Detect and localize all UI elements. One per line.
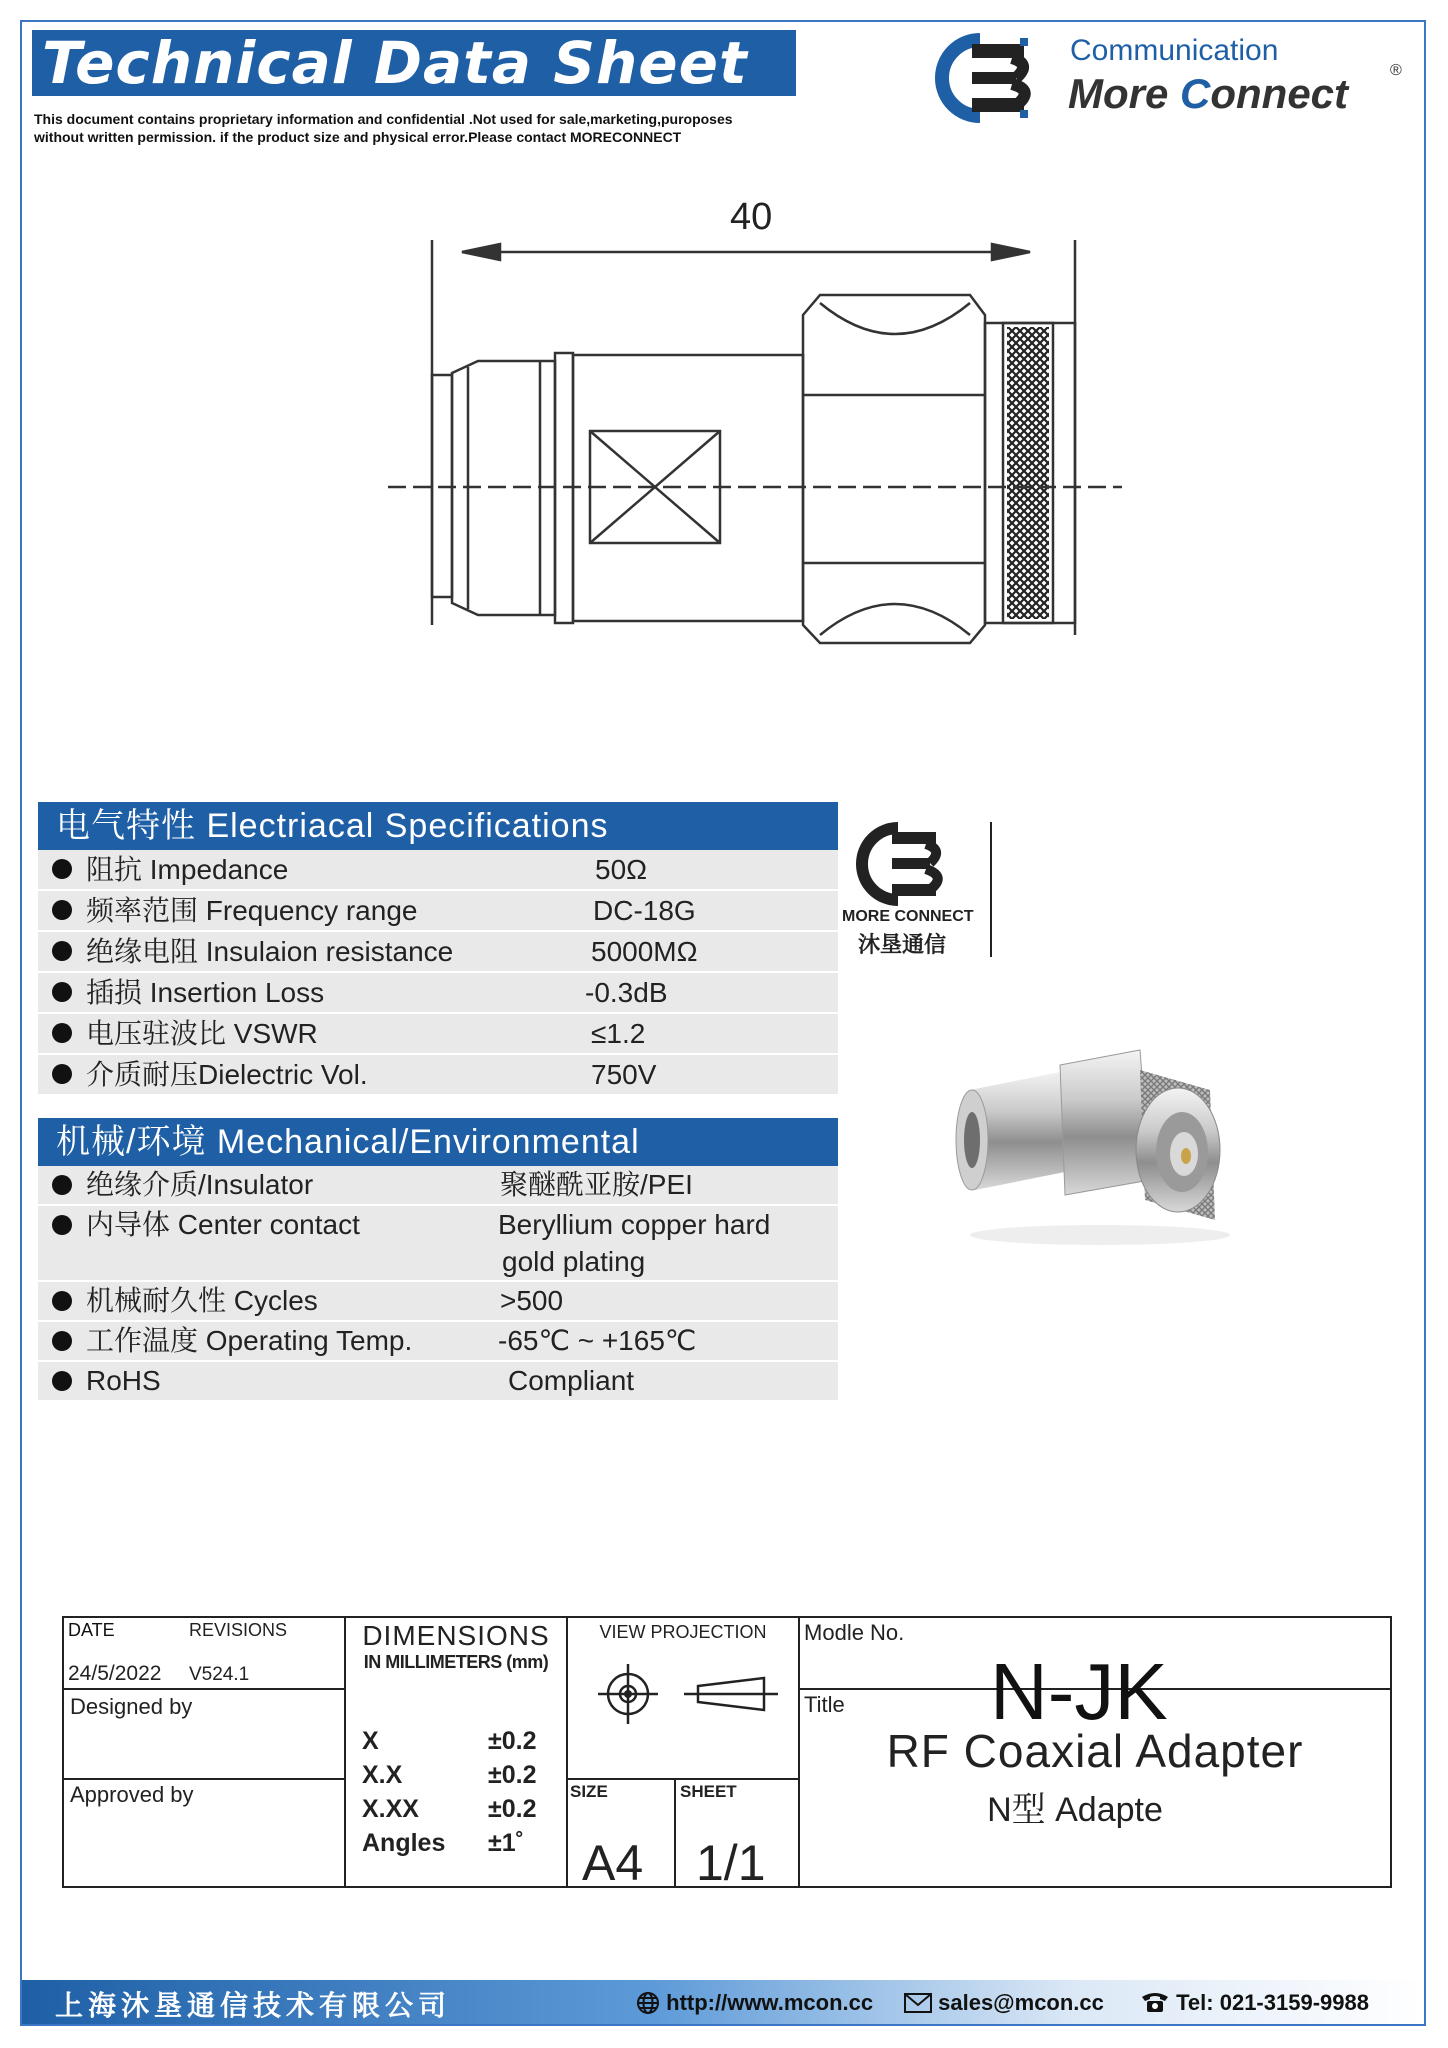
spec-name: 介质耐压Dielectric Vol. xyxy=(86,1059,368,1090)
phone-icon xyxy=(1140,1991,1170,2013)
size-cell xyxy=(567,1779,675,1891)
spec-name: 插损 Insertion Loss xyxy=(86,977,325,1008)
spec-name: 工作温度 Operating Temp. xyxy=(86,1325,413,1356)
revisions-label: REVISIONS xyxy=(189,1620,288,1640)
sheet-cell xyxy=(675,1779,799,1891)
spec-row xyxy=(38,1014,838,1055)
mail-icon xyxy=(904,1992,932,2014)
view-projection-label: VIEW PROJECTION xyxy=(599,1622,767,1642)
approved-by-label: Approved by xyxy=(70,1782,194,1807)
spec-row xyxy=(38,891,838,932)
electrical-specs xyxy=(38,802,838,1096)
spec-row xyxy=(38,1322,838,1362)
bullet-icon xyxy=(38,1055,86,1084)
spec-value: 50Ω xyxy=(595,854,648,885)
phone-text: Tel: 021-3159-9988 xyxy=(1176,1990,1369,2015)
disclaimer-line-1: This document contains proprietary information and confidential .Not used for sale,marketing,puroposes xyxy=(34,111,733,127)
mechanical-specs xyxy=(38,1118,838,1402)
model-number: N-JK xyxy=(990,1647,1168,1736)
spec-row xyxy=(38,932,838,973)
size-value: A4 xyxy=(582,1835,644,1891)
spec-name: RoHS xyxy=(86,1365,161,1396)
logo-communication: Communication xyxy=(1070,34,1279,67)
date-value: 24/5/2022 xyxy=(68,1662,162,1685)
bullet-icon xyxy=(38,1362,86,1391)
sheet-label: SHEET xyxy=(680,1782,737,1801)
spec-value: DC-18G xyxy=(593,895,696,926)
projection-symbol-icon xyxy=(588,1662,788,1726)
product-subtitle: N型 Adapte xyxy=(987,1791,1163,1829)
size-label: SIZE xyxy=(570,1782,608,1801)
designed-by-label: Designed by xyxy=(70,1694,193,1719)
spec-value: -65℃ ~ +165℃ xyxy=(498,1325,697,1356)
spec-name: 电压驻波比 VSWR xyxy=(86,1018,318,1049)
spec-row xyxy=(38,850,838,891)
dimensions-label: DIMENSIONS xyxy=(362,1620,550,1651)
tolerance-key: X.X xyxy=(362,1761,403,1789)
document-title: Technical Data Sheet xyxy=(32,30,796,96)
website-text[interactable]: http://www.mcon.cc xyxy=(666,1990,874,2015)
designed-by-cell xyxy=(63,1689,345,1779)
mechanical-heading: 机械/环境 Mechanical/Environmental xyxy=(38,1118,838,1166)
bullet-icon xyxy=(38,891,86,920)
date-label: DATE xyxy=(68,1620,115,1640)
disclaimer xyxy=(34,110,814,146)
spec-name: 频率范围 Frequency range xyxy=(86,895,418,926)
spec-row xyxy=(38,1206,838,1282)
tolerance-value: ±0.2 xyxy=(488,1727,537,1755)
email-text[interactable]: sales@mcon.cc xyxy=(938,1990,1104,2015)
dimensions-cell xyxy=(345,1617,567,1887)
footer-phone xyxy=(1140,1990,1369,2016)
logo-more-connect xyxy=(1068,70,1348,118)
spec-value: 750V xyxy=(591,1059,657,1090)
spec-row xyxy=(38,1055,838,1096)
date-cell xyxy=(63,1617,189,1689)
revision-value: V524.1 xyxy=(189,1664,250,1685)
spec-value: -0.3dB xyxy=(585,977,668,1008)
side-logo-text-1: MORE CONNECT xyxy=(842,908,974,925)
bullet-icon xyxy=(38,1206,86,1235)
spec-value: Compliant xyxy=(508,1365,635,1396)
spec-row xyxy=(38,1282,838,1322)
bullet-icon xyxy=(38,932,86,961)
globe-icon xyxy=(636,1991,660,2015)
title-block xyxy=(62,1616,1392,1891)
bullet-icon xyxy=(38,1166,86,1195)
divider xyxy=(990,822,992,957)
footer-email xyxy=(904,1990,1104,2016)
product-photo xyxy=(950,1030,1250,1250)
connector-drawing xyxy=(380,195,1140,655)
spec-name: 绝缘介质/Insulator xyxy=(86,1169,314,1200)
spec-value: 5000MΩ xyxy=(591,936,698,967)
spec-value: >500 xyxy=(500,1285,564,1316)
tolerance-key: Angles xyxy=(362,1829,446,1857)
side-logo-icon xyxy=(848,822,948,908)
dimension-label: 40 xyxy=(730,196,773,238)
spec-row xyxy=(38,973,838,1014)
tolerance-value: ±0.2 xyxy=(488,1761,537,1789)
spec-value: ≤1.2 xyxy=(591,1018,646,1049)
spec-row xyxy=(38,1362,838,1402)
revisions-cell xyxy=(189,1617,345,1689)
electrical-heading: 电气特性 Electriacal Specifications xyxy=(38,802,838,850)
view-projection-cell xyxy=(567,1617,799,1779)
tolerance-key: X xyxy=(362,1727,379,1755)
registered-mark: ® xyxy=(1390,62,1402,79)
bullet-icon xyxy=(38,1322,86,1351)
logo-connect-rest: onnect xyxy=(1210,70,1349,117)
spec-name: 机械耐久性 Cycles xyxy=(86,1285,318,1316)
logo-connect-c: C xyxy=(1180,70,1211,117)
bullet-icon xyxy=(38,1282,86,1311)
side-logo-text-2: 沐垦通信 xyxy=(858,932,947,957)
approved-by-cell xyxy=(63,1779,345,1887)
spec-name: 内导体 Center contact xyxy=(86,1209,360,1240)
title-label: Title xyxy=(804,1692,845,1717)
tolerance-key: X.XX xyxy=(362,1795,419,1823)
footer-company: 上海沐垦通信技术有限公司 xyxy=(55,1989,452,2022)
spec-value-line-2: gold plating xyxy=(502,1246,646,1277)
bullet-icon xyxy=(38,973,86,1002)
company-logo-icon xyxy=(920,32,1040,124)
bullet-icon xyxy=(38,1014,86,1043)
footer-website xyxy=(636,1990,873,2016)
title-cell xyxy=(799,1689,1391,1887)
spec-row xyxy=(38,1166,838,1206)
disclaimer-line-2: without written permission. if the product size and physical error.Please contact MORECONNECT xyxy=(34,129,682,145)
sheet-value: 1/1 xyxy=(696,1835,766,1891)
model-label: Modle No. xyxy=(804,1620,905,1645)
units-label: IN MILLIMETERS (mm) xyxy=(363,1652,549,1672)
spec-name: 阻抗 Impedance xyxy=(86,854,289,885)
logo-more-text: More xyxy=(1068,70,1181,117)
product-title: RF Coaxial Adapter xyxy=(886,1725,1304,1777)
spec-value: Beryllium copper hard xyxy=(498,1209,771,1240)
spec-value: 聚醚酰亚胺/PEI xyxy=(500,1169,693,1200)
tolerance-value: ±0.2 xyxy=(488,1795,537,1823)
bullet-icon xyxy=(38,850,86,879)
tolerance-value: ±1˚ xyxy=(488,1829,524,1857)
spec-name: 绝缘电阻 Insulaion resistance xyxy=(86,936,454,967)
